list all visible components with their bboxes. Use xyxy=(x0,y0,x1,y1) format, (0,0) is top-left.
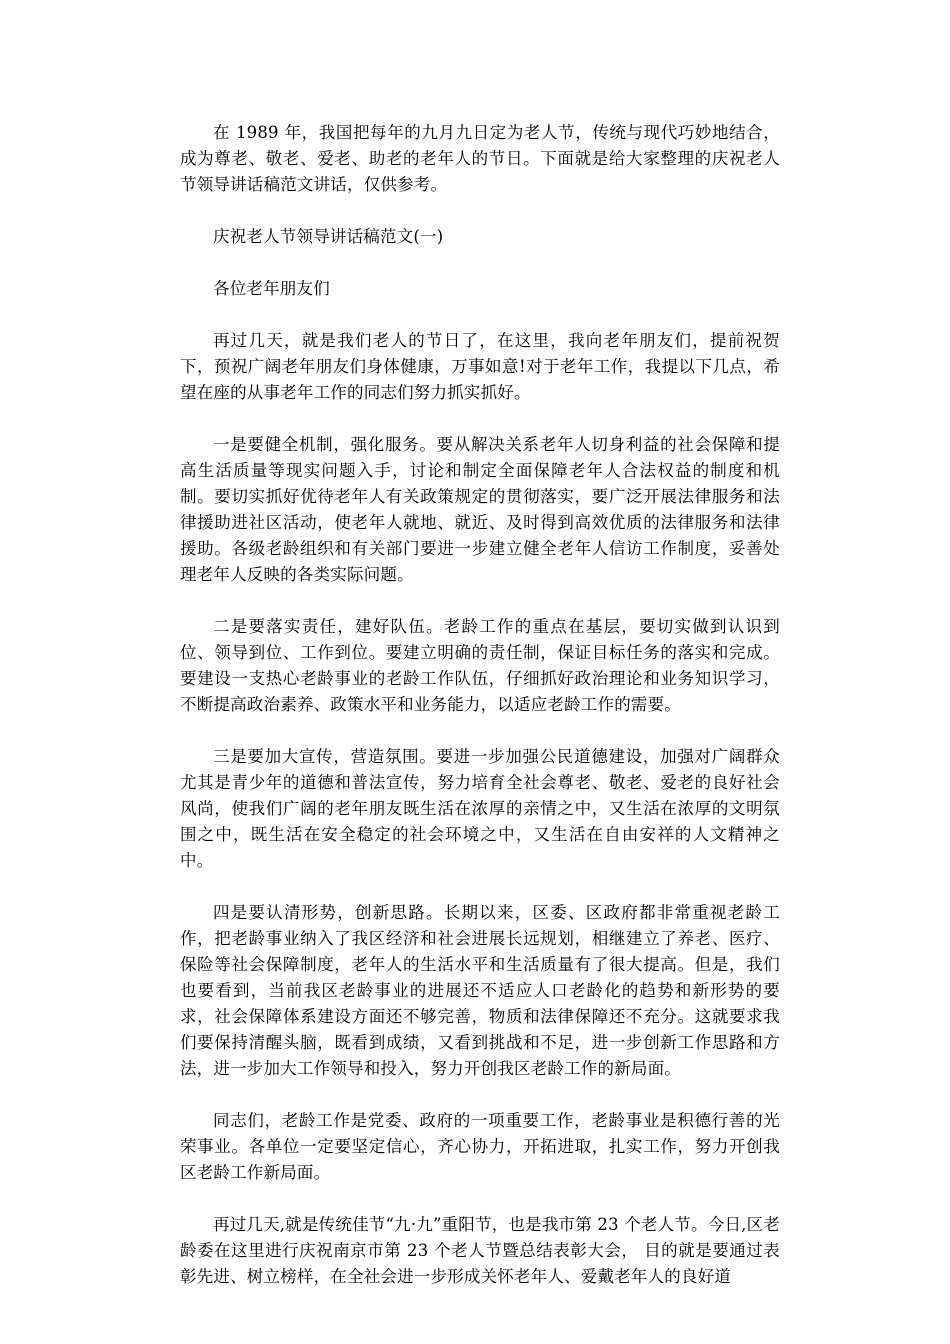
document-body xyxy=(180,120,780,1316)
body-paragraph: 四是要认清形势，创新思路。长期以来，区委、区政府都非常重视老龄工作，把老龄事业纳入了我区经济和社会进展长远规划，相继建立了养老、医疗、保险等社会保障制度，老年人的生活水平和生活质量有了很大提高。但是，我们也要看到，当前我区老龄事业的进展还不适应人口老龄化的趋势和新形势的要求，社会保障体系建设方面还不够完善，物质和法律保障还不充分。这就要求我们要保持清醒头脑，既看到成绩，又看到挑战和不足，进一步创新工作思路和方法，进一步加大工作领导和投入，努力开创我区老龄工作的新局面。 xyxy=(180,903,780,1078)
body-paragraph: 再过几天，就是我们老人的节日了，在这里，我向老年朋友们，提前祝贺下，预祝广阔老年朋友们身体健康，万事如意!对于老年工作，我提以下几点，希望在座的从事老年工作的同志们努力抓实抓好。 xyxy=(180,331,780,402)
body-paragraph: 再过几天,就是传统佳节“九·九”重阳节，也是我市第 23 个老人节。今日,区老龄委在这里进行庆祝南京市第 23 个老人节暨总结表彰大会， 目的就是要通过表彰先进、树立榜样，在全社会进一步形成关怀老年人、爱戴老年人的良好道 xyxy=(180,1215,780,1286)
body-paragraph: 一是要健全机制，强化服务。要从解决关系老年人切身利益的社会保障和提高生活质量等现实问题入手，讨论和制定全面保障老年人合法权益的制度和机制。要切实抓好优待老年人有关政策规定的贯彻落实，要广泛开展法律服务和法律援助进社区活动，使老年人就地、就近、及时得到高效优质的法律服务和法律援助。各级老龄组织和有关部门要进一步建立健全老年人信访工作制度，妥善处理老年人反映的各类实际问题。 xyxy=(180,435,780,584)
body-paragraph: 三是要加大宣传，营造氛围。要进一步加强公民道德建设，加强对广阔群众尤其是青少年的道德和普法宣传，努力培育全社会尊老、敬老、爱老的良好社会风尚，使我们广阔的老年朋友既生活在浓厚的亲情之中，又生活在浓厚的文明氛围之中，既生活在安全稳定的社会环境之中，又生活在自由安祥的人文精神之中。 xyxy=(180,747,780,870)
section-title: 庆祝老人节领导讲话稿范文(一) xyxy=(213,227,444,246)
salutation: 各位老年朋友们 xyxy=(213,279,330,298)
body-paragraph: 同志们，老龄工作是党委、政府的一项重要工作，老龄事业是积德行善的光荣事业。各单位一定要坚定信心，齐心协力，开拓进取，扎实工作，努力开创我区老龄工作新局面。 xyxy=(180,1111,780,1182)
intro-paragraph: 在 1989 年，我国把每年的九月九日定为老人节，传统与现代巧妙地结合，成为尊老、敬老、爱老、助老的老年人的节日。下面就是给大家整理的庆祝老人节领导讲话稿范文讲话，仅供参考。 xyxy=(180,123,780,194)
body-paragraph: 二是要落实责任，建好队伍。老龄工作的重点在基层，要切实做到认识到位、领导到位、工作到位。要建立明确的责任制，保证目标任务的落实和完成。要建设一支热心老龄事业的老龄工作队伍，仔细抓好政治理论和业务知识学习，不断提高政治素养、政策水平和业务能力，以适应老龄工作的需要。 xyxy=(180,617,780,714)
